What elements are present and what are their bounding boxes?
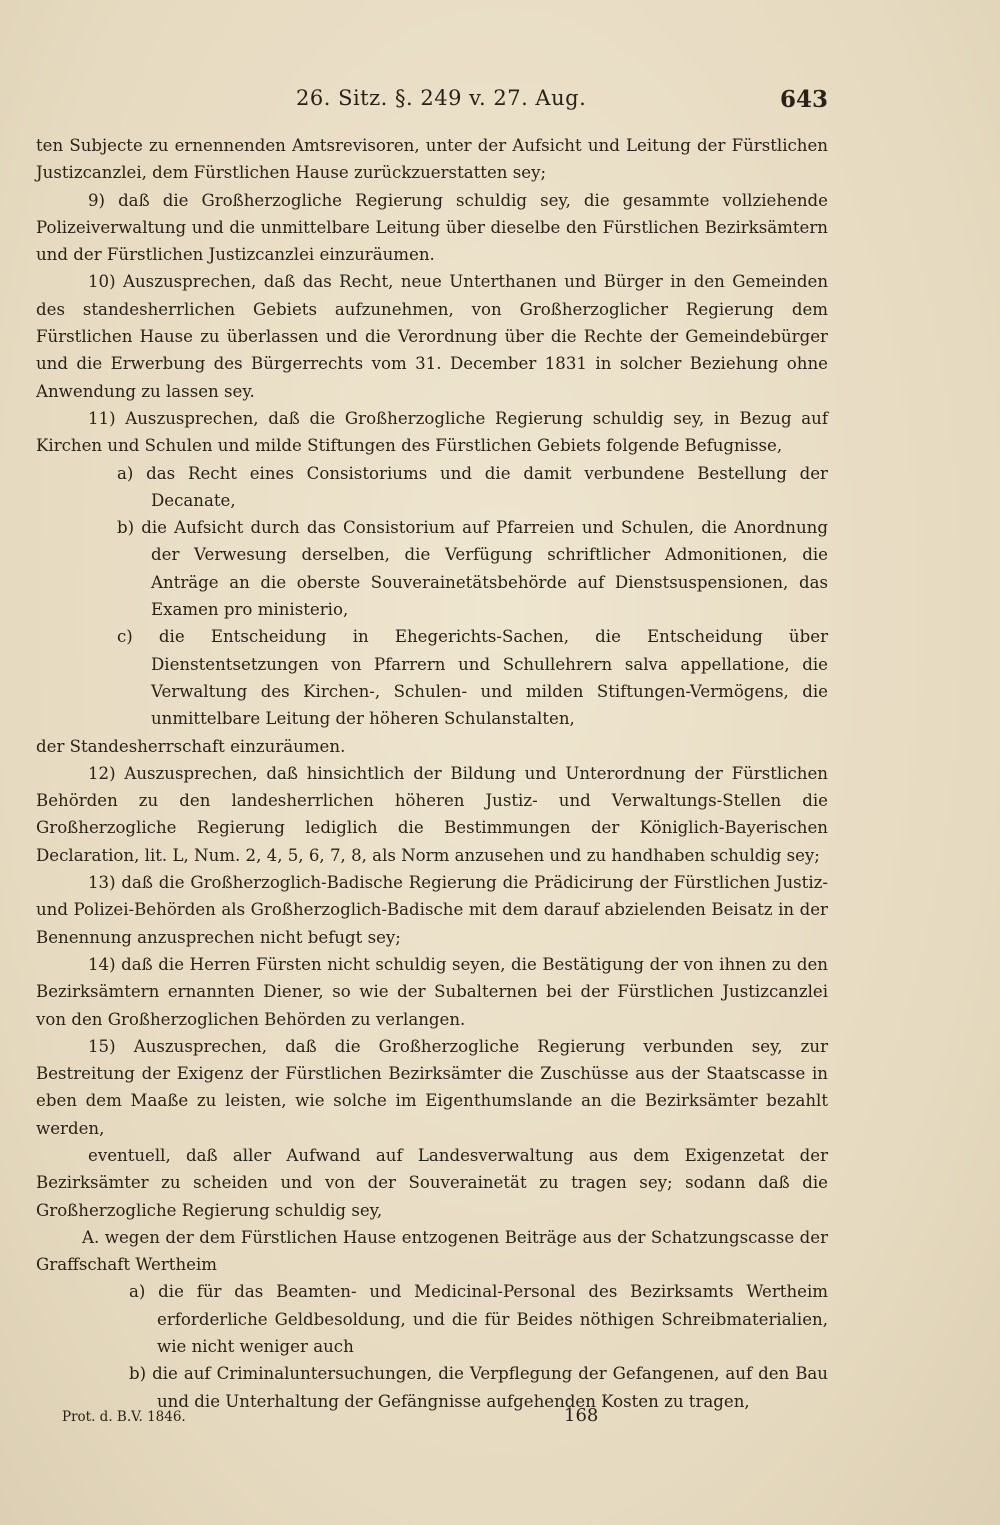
page-footer: [36, 1405, 828, 1431]
page-body: [36, 132, 828, 1415]
subitem-11c: c) die Entscheidung in Ehegerichts-Sachen, die Entscheidung über Dienstentsetzungen von Pfarrern und Schullehrern salva appellatione, die Verwaltung des Kirchen-, Schulen- und milden Stiftungen-Vermögens, die unmittelbare Leitung der höheren Schulanstalten,: [117, 627, 828, 729]
paragraph-item-13: 13) daß die Großherzoglich-Badische Regierung die Prädicirung der Fürstlichen Justiz- und Polizei-Behörden als Großherzoglich-Badische mit dem darauf abzielenden Beisatz in der Benennung anzusprechen nicht befugt sey;: [36, 873, 828, 947]
paragraph-section-a: A. wegen der dem Fürstlichen Hause entzogenen Beiträge aus der Schatzungscasse der Graffschaft Wertheim: [36, 1227, 828, 1275]
sheet-number: 168: [564, 1405, 599, 1426]
subitem-a-b: b) die auf Criminaluntersuchungen, die Verpflegung der Gefangenen, auf den Bau und die Unterhaltung der Gefängnisse aufgehenden Kosten zu tragen,: [129, 1364, 828, 1411]
protocol-reference: Prot. d. B.V. 1846.: [62, 1409, 186, 1425]
paragraph-item-9: 9) daß die Großherzogliche Regierung schuldig sey, die gesammte vollziehende Polizeiverwaltung und die unmittelbare Leitung über dieselbe den Fürstlichen Bezirksämtern und der Fürstlichen Justizcanzlei einzuräumen.: [36, 190, 828, 265]
subitem-a-a: a) die für das Beamten- und Medicinal-Personal des Bezirksamts Wertheim erforderliche Geldbesoldung, und die für Beides nöthigen Schreibmaterialien, wie nicht weniger auch: [129, 1282, 828, 1357]
subitem-11a: a) das Recht eines Consistoriums und die damit verbundene Bestellung der Decanate,: [117, 463, 828, 510]
paragraph-item-11-end: der Standesherrschaft einzuräumen.: [36, 736, 346, 756]
page-header: [36, 86, 828, 118]
paragraph-eventuell: eventuell, daß aller Aufwand auf Landesverwaltung aus dem Exigenzetat der Bezirksämter zu scheiden und von der Souverainetät zu tragen sey; sodann daß die Großherzogliche Regierung schuldig sey,: [36, 1145, 828, 1220]
paragraph-item-10: 10) Auszusprechen, daß das Recht, neue Unterthanen und Bürger in den Gemeinden des standesherrlichen Gebiets aufzunehmen, von Großherzoglicher Regierung dem Fürstlichen Hause zu überlassen und die Verordnung über die Rechte der Gemeindebürger und die Erwerbung des Bürgerrechts vom 31. December 1831 in solcher Beziehung ohne Anwendung zu lassen sey.: [36, 272, 828, 401]
running-title: 26. Sitz. §. 249 v. 27. Aug.: [296, 86, 587, 110]
paragraph-item-12: 12) Auszusprechen, daß hinsichtlich der Bildung und Unterordnung der Fürstlichen Behörden zu den landesherrlichen höheren Justiz- und Verwaltungs-Stellen die Großherzogliche Regierung lediglich die Bestimmungen der Königlich-Bayerischen Declaration, lit. L, Num. 2, 4, 5, 6, 7, 8, als Norm anzusehen und zu handhaben schuldig sey;: [36, 763, 828, 865]
paragraph-item-11: 11) Auszusprechen, daß die Großherzogliche Regierung schuldig sey, in Bezug auf Kirchen und Schulen und milde Stiftungen des Fürstlichen Gebiets folgende Befugnisse,: [36, 408, 828, 456]
paragraph-continuation: ten Subjecte zu ernennenden Amtsrevisoren, unter der Aufsicht und Leitung der Fürstlichen Justizcanzlei, dem Fürstlichen Hause zurückzuerstatten sey;: [36, 136, 828, 183]
subitem-11b: b) die Aufsicht durch das Consistorium auf Pfarreien und Schulen, die Anordnung der Verwesung derselben, die Verfügung schriftlicher Admonitionen, die Anträge an die oberste Souverainetätsbehörde auf Dienstsuspensionen, das Examen pro ministerio,: [117, 518, 828, 620]
page-number: 643: [779, 86, 828, 113]
paragraph-item-14: 14) daß die Herren Fürsten nicht schuldig seyen, die Bestätigung der von ihnen zu den Bezirksämtern ernannten Diener, so wie der Subalternen bei der Fürstlichen Justizcanzlei von den Großherzoglichen Behörden zu verlangen.: [36, 954, 828, 1029]
paragraph-item-15: 15) Auszusprechen, daß die Großherzogliche Regierung verbunden sey, zur Bestreitung der Exigenz der Fürstlichen Bezirksämter die Zuschüsse aus der Staatscasse in eben dem Maaße zu leisten, wie solche im Eigenthumslande an die Bezirksämter bezahlt werden,: [36, 1036, 828, 1138]
